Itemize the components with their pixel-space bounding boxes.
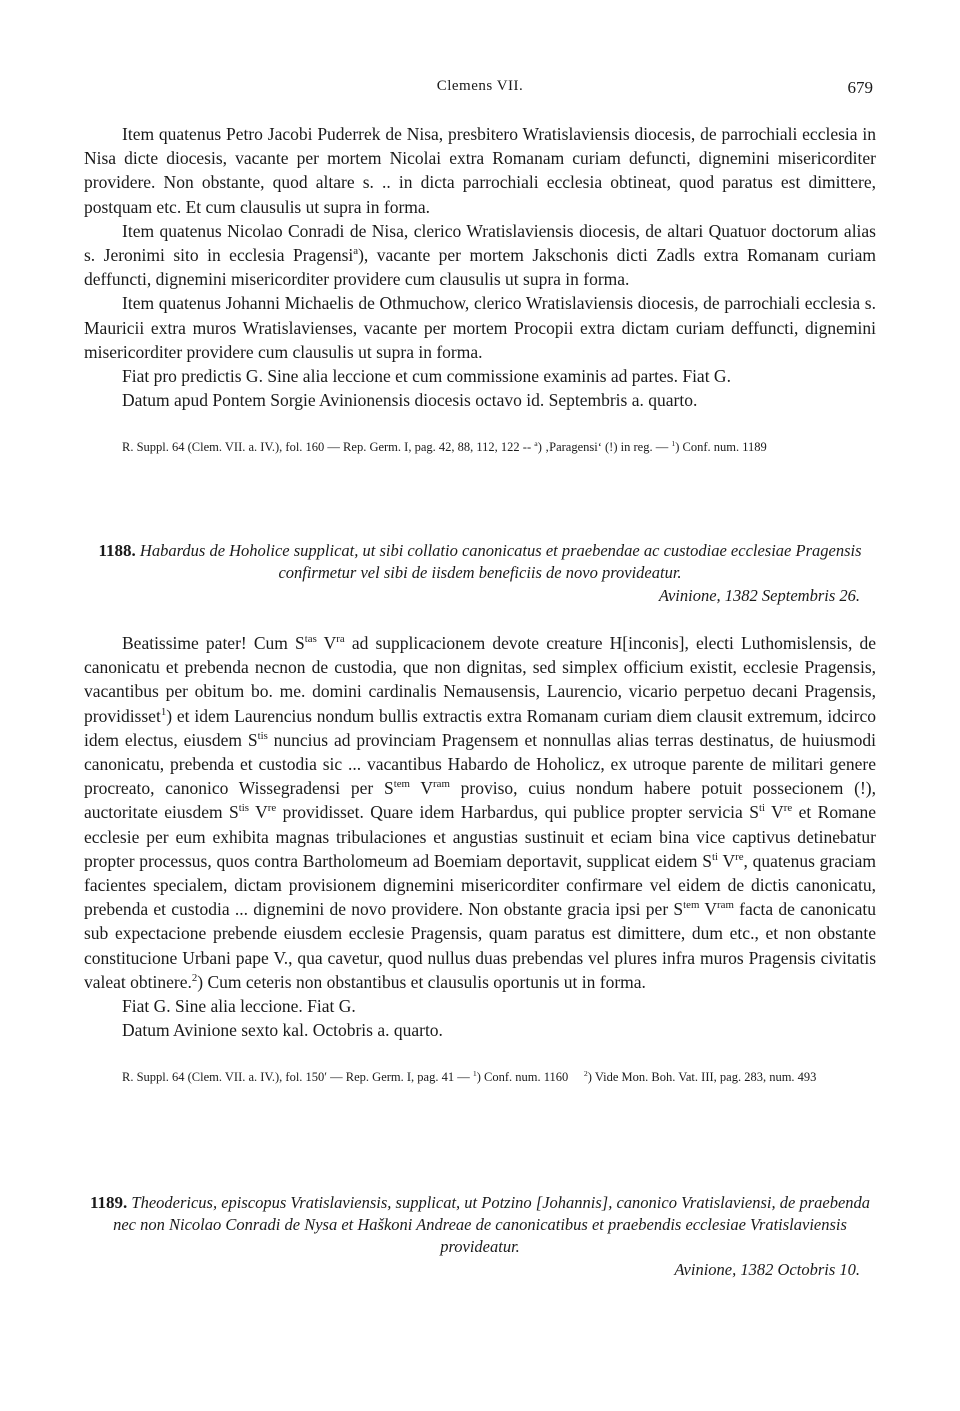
footnote-marker: a xyxy=(534,439,538,449)
entry-summary: Theodericus, episcopus Vratislaviensis, supplicat, ut Potzino [Johannis], canonico Vratislaviensi, de praebenda nec non Nicolao Conradi de Nysa et Haškoni Andreae de canonicatibus et praebendis ecclesiae Vratislaviensis provideatur. xyxy=(113,1193,871,1256)
note-line: R. Suppl. 64 (Clem. VII. a. IV.), fol. 150′ — Rep. Germ. I, pag. 41 — $^1$) Conf. num. 1160 $^2$) Vide Mon. Boh. Vat. III, pag. 283, num. 493 xyxy=(122,1069,817,1085)
entry-1188 xyxy=(84,540,876,606)
notes xyxy=(84,438,876,457)
paragraph: Beatissime pater! Cum $S^{tas}$ $V^{ra}$ ad supplicacionem devote creature H[inconis], electi Luthomislensis, de canonicatu et prebenda necnon de custodia, que non dignitas, sed simplex officium existit, ecclesie Pragensis, vacantibus per obitum bo. me. domini cardinalis Nemausensis, Laurencio, vicario perpetuo decani Pragensis, providisset$^1$) et idem Laurencius nondum bullis extractis extra Romanam curiam diem clausit extremum, idcirco idem electus, eiusdem $S^{tis}$ nuncius ad provinciam Pragensem et nonnullas alias terras destinatus, de huiusmodi canonicatu, prebenda et custodia sic ... vacantibus Habardo de Hoholicz, ex utroque parente de militari genere procreato, canonico Wissegradensi per $S^{tem}$ $V^{ram}$ proviso, cuius nondum habere potuit possecionem (!), auctoritate eiusdem $S^{tis}$ Vre providisset. Quare idem Harbardus, qui publice propter servicia $S^{ti}$ Vre et Romane ecclesie per eum exhibita magnas tribulaciones et angustias sustinuit et eciam bina vice captivus detinebatur propter processus, quos contra Bartholomeum ad Boemiam deportavit, supplicat eidem $S^{ti}$ Vre, quatenus graciam facientes specialem, dictam provisionem dignemini misericorditer confirmare vel eidem de dictis canonicatu, prebenda et custodia ... dignemini de novo providere. Non obstante gracia ipsi per $S^{tem}$ $V^{ram}$ facta de canonicatu sub expectacione prebende eiusdem ecclesie Pragensis, quam paratus est dimittere, dum etc., et non obstante constitucione Urbani pape V., qua cavetur, quod nullus duas prebendas vel plures infra muros Pragensis civitatis valeat obtinere.$^2$) Cum ceteris non obstantibus et clausulis oportunis ut in forma. xyxy=(84,633,877,992)
entry-summary: Habardus de Hoholice supplicat, ut sibi collatio canonicatus et praebendae ac custodiae ecclesiae Pragensis confirmetur vel sibi de iisdem beneficiis de novo provideatur. xyxy=(139,541,862,582)
footnote-marker: 1 xyxy=(671,439,676,449)
entry-1188-text xyxy=(84,631,876,1087)
notes xyxy=(84,1068,876,1087)
paragraph: Item quatenus Nicolao Conradi de Nisa, clerico Wratislaviensis diocesis, de altari Quatuor doctorum alias s. Jeronimi sito in ecclesia Pragensi$^a$), vacante per mortem Jakschonis dicti Zadls extra Romanam curiam deffuncti, dignemini misericorditer providere cum clausulis ut supra in forma. xyxy=(84,220,876,290)
paragraph: Fiat G. Sine alia leccione. Fiat G. xyxy=(122,996,356,1017)
paragraph: Fiat pro predictis G. Sine alia leccione et cum commissione examinis ad partes. Fiat G. xyxy=(122,366,731,387)
dateline: Avinione, 1382 Septembris 26. xyxy=(658,586,860,605)
footnote-marker: 2 xyxy=(583,1069,588,1079)
paragraph: Item quatenus Petro Jacobi Puderrek de Nisa, presbitero Wratislaviensis diocesis, de parrochiali ecclesia in Nisa dicte diocesis, vacante per mortem Nicolai extra Romanam curiam defuncti, dignemini misericorditer providere. Non obstante, quod altare s. .. in dicta parrochiali ecclesia obtineat, quod paratus est dimittere, postquam etc. Et cum clausulis ut supra in forma. xyxy=(84,124,876,217)
note-line: R. Suppl. 64 (Clem. VII. a. IV.), fol. 160 — Rep. Germ. I, pag. 42, 88, 112, 122 -- $^a$) ‚Paragensi‘ (!) in reg. — $^1$) Conf. num. 1189 xyxy=(122,439,767,455)
paragraph: Datum Avinione sexto kal. Octobris a. quarto. xyxy=(122,1020,443,1041)
footnote-marker: 1 xyxy=(472,1069,477,1079)
entry-heading xyxy=(84,540,876,584)
footnote-marker: 1 xyxy=(160,705,167,718)
footnote-marker: a xyxy=(353,245,359,258)
section-1179-continuation xyxy=(84,122,876,457)
dateline: Avinione, 1382 Octobris 10. xyxy=(674,1260,860,1279)
running-head xyxy=(0,78,960,102)
entry-number: 1188. xyxy=(98,541,136,560)
paragraph: Datum apud Pontem Sorgie Avinionensis diocesis octavo id. Septembris a. quarto. xyxy=(122,390,698,411)
entry-heading xyxy=(84,1192,876,1258)
entry-number: 1189. xyxy=(89,1193,128,1212)
entry-1189 xyxy=(84,1192,876,1280)
paragraph: Item quatenus Johanni Michaelis de Othmuchow, clerico Wratislaviensis diocesis, de parrochiali ecclesia s. Mauricii extra muros Wratislavienses, vacante per mortem Procopii extra dictam curiam deffuncti, dignemini misericorditer providere cum clausulis ut supra in forma. xyxy=(84,293,876,362)
page-number: 679 xyxy=(847,78,873,97)
running-title: Clemens VII. xyxy=(436,78,524,94)
footnote-marker: 2 xyxy=(191,972,198,985)
